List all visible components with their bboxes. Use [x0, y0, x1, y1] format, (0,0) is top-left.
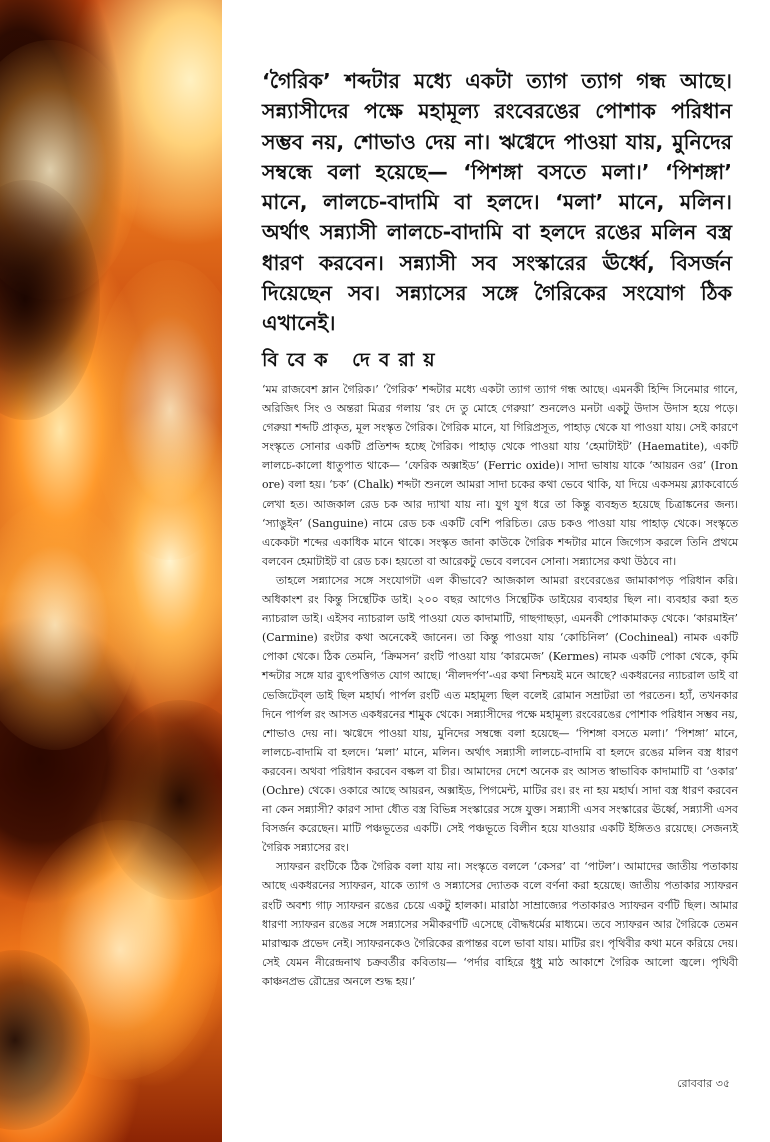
pull-quote: ‘গৈরিক’ শব্দটার মধ্যে একটা ত্যাগ ত্যাগ গন্ধ আছে। সন্ন্যাসীদের পক্ষে মহামূল্য রংবেরঙের পোশাক পরিধান সম্ভব নয়, শোভাও দেয় না। ঋগ্বেদে পাওয়া যায়, মুনিদের সম্বন্ধে বলা হয়েছে— ‘পিশঙ্গা বসতে মলা।’ ‘পিশঙ্গা’ মানে, লালচে-বাদামি বা হলদে। ‘মলা’ মানে, মলিন। অর্থাৎ সন্ন্যাসী লালচে-বাদামি বা হলদে রঙের মলিন বস্ত্র ধারণ করবেন। সন্ন্যাসী সব সংস্কারের ঊর্ধ্বে, বিসর্জন দিয়েছেন সব। সন্ন্যাসের সঙ্গে গৈরিকের সংযোগ ঠিক এখানেই।	[262, 69, 732, 336]
author-byline: বিবেক দেবরায়	[262, 349, 444, 371]
article-paragraph: স্যাফরন রংটিকে ঠিক গৈরিক বলা যায় না। সংস্কৃতে বললে ‘কেসর’ বা ‘পাটল’। আমাদের জাতীয় পতাকায় আছে একধরনের স্যাফরন, যাকে ত্যাগ ও সন্ন্যাসের দ্যোতক বলে বর্ণনা করা হয়েছে। জাতীয় পতাকার স্যাফরন রংটি অবশ্য গাঢ় স্যাফরন রঙের চেয়ে একটু হালকা। মারাঠা সাম্রাজ্যের পতাকারও স্যাফরন বর্ণটি ছিল। আমার ধারণা স্যাফরন রঙের সঙ্গে সন্ন্যাসের সমীকরণটি এসেছে বৌদ্ধধর্মের মাধ্যমে। তবে স্যাফরন আর গৈরিকে তেমন মারাত্মক প্রভেদ নেই। স্যাফরনকেও গৈরিকের রূপান্তর বলে ভাবা যায়। মাটির রং। পৃথিবীর কথা মনে করিয়ে দেয়। সেই যেমন নীরেন্দ্রনাথ চক্রবর্তীর কবিতায়— ‘পর্দার বাহিরে ধূধু মাঠ আকাশে গৈরিক আলো জ্বলে। পৃথিবী কাঞ্চনপ্রভ রৌদ্রের অনলে শুদ্ধ হয়।’	[262, 860, 738, 988]
flame-photo-strip	[0, 0, 222, 1142]
article-paragraph: তাহলে সন্ন্যাসের সঙ্গে সংযোগটা এল কীভাবে? আজকাল আমরা রংবেরঙের জামাকাপড় পরিধান করি। অধিকাংশ রং কিন্তু সিন্থেটিক ডাই। ২০০ বছর আগেও সিন্থেটিক ডাইয়ের ব্যবহার ছিল না। ব্যবহার করা হত ন্যাচরাল ডাই। এইসব ন্যাচরাল ডাই পাওয়া যেত কাদামাটি, গাছগাছড়া, এমনকী পোকামাকড় থেকে। ‘কারমাইন’ (Carmine) রংটার কথা অনেকেই জানেন। তা কিন্তু পাওয়া যায় ‘কোচিনিল’ (Cochineal) নামক একটি পোকা থেকে। ঠিক তেমনি, ‘ক্রিমসন’ রংটি পাওয়া যায় ‘কারমেজ’ (Kermes) নামক একটি পোকা থেকে, কৃমি শব্দটার সঙ্গে যার ব্যুৎপত্তিগত যোগ আছে। ‘নীলদর্পণ’-এর কথা নিশ্চয়ই মনে আছে? একধরনের ন্যাচরাল ডাই বা ভেজিটেব্‌ল ডাই ছিল মহার্ঘ। পার্পল রংটি এত মহামূল্য ছিল বলেই রোমান সম্রাটরা তা পরতেন। হ্যাঁ, তখনকার দিনে পার্পল রং আসত একধরনের শামুক থেকে। সন্ন্যাসীদের পক্ষে মহামূল্য রংবেরঙের পোশাক পরিধান সম্ভব নয়, শোভাও দেয় না। ঋগ্বেদে পাওয়া যায়, মুনিদের সম্বন্ধে বলা হয়েছে— ‘পিশঙ্গা বসতে মলা।’ ‘পিশঙ্গা’ মানে, লালচে-বাদামি বা হলদে। ‘মলা’ মানে, মলিন। অর্থাৎ সন্ন্যাসী লালচে-বাদামি বা হলদে রঙের মলিন বস্ত্র ধারণ করবেন। অথবা পরিধান করবেন বল্কল বা চীর। আমাদের দেশে অনেক রং আসত স্বাভাবিক কাদামাটি বা ‘ওকার’ (Ochre) থেকে। ওকারে আছে আয়রন, অক্সাইড, পিগমেন্ট, মাটির রং। রং না হয় মহার্ঘ। সাদা বস্ত্র ধারণ করবেন না কেন সন্ন্যাসী? কারণ সাদা ধৌত বস্ত্র বিভিন্ন সংস্কারের সঙ্গে যুক্ত। সন্ন্যাসী এসব সংস্কারের ঊর্ধ্বে, সন্ন্যাসী এসব বিসর্জন করেছেন। মাটি পঞ্চভূতের একটি। সেই পঞ্চভূতে বিলীন হয়ে যাওয়ার একটি ইঙ্গিতও রয়েছে। সেজন্যই গৈরিক সন্ন্যাসের রং।	[262, 573, 738, 855]
page-folio: রোববার ৩৫	[677, 1077, 730, 1090]
article-paragraph: ‘মম রাজবেশ ম্লান গৈরিক।’ ‘গৈরিক’ শব্দটার মধ্যে একটা ত্যাগ ত্যাগ গন্ধ আছে। এমনকী হিন্দি সিনেমার গানে, অরিজিৎ সিং ও অন্তরা মিত্রর গলায় ‘রং দে তু মোহে গেরুয়া’ শুনলেও মনটা একটু উদাস উদাস হয়ে পড়ে। গেরুয়া শব্দটি প্রাকৃত, মূল সংস্কৃত গৈরিক। গৈরিক মানে, যা গিরিপ্রসূত, পাহাড় থেকে যা পাওয়া যায়। সেই কারণে সংস্কৃতে সোনার একটি প্রতিশব্দ হচ্ছে গৈরিক। পাহাড় থেকে পাওয়া যায় ‘হেমাটাইট’ (Haematite), একটি লালচে-কালো ধাতুপাত থাকে— ‘ফেরিক অক্সাইড’ (Ferric oxide)। সাদা ভাষায় যাকে ‘আয়রন ওর’ (Iron ore) বলা হয়। ‘চক’ (Chalk) শব্দটা শুনলে আমরা সাদা চকের কথা ভেবে থাকি, যা দিয়ে একসময় ব্ল্যাকবোর্ডে লেখা হত। আজকাল রেড চক আর দ্যাখা যায় না। যুগ যুগ ধরে তা কিন্তু ব্যবহৃত হয়েছে চিত্রাঙ্কনের জন্য। ‘স্যাঙুইন’ (Sanguine) নামে রেড চক একটি বেশি পরিচিত। রেড চকও পাওয়া যায় পাহাড় থেকে। সংস্কৃতে একেকটা শব্দের একাধিক মানে থাকে। সংস্কৃত জানা কাউকে গৈরিক শব্দটার মানে জিগ্যেস করলে তিনি প্রথমে বলবেন হেমাটাইট বা রেড চক। হয়তো বা আরেকটু ভেবে বলবেন সোনা। সন্ন্যাসের কথা উঠবে না।	[262, 383, 738, 568]
article-body	[262, 380, 738, 991]
